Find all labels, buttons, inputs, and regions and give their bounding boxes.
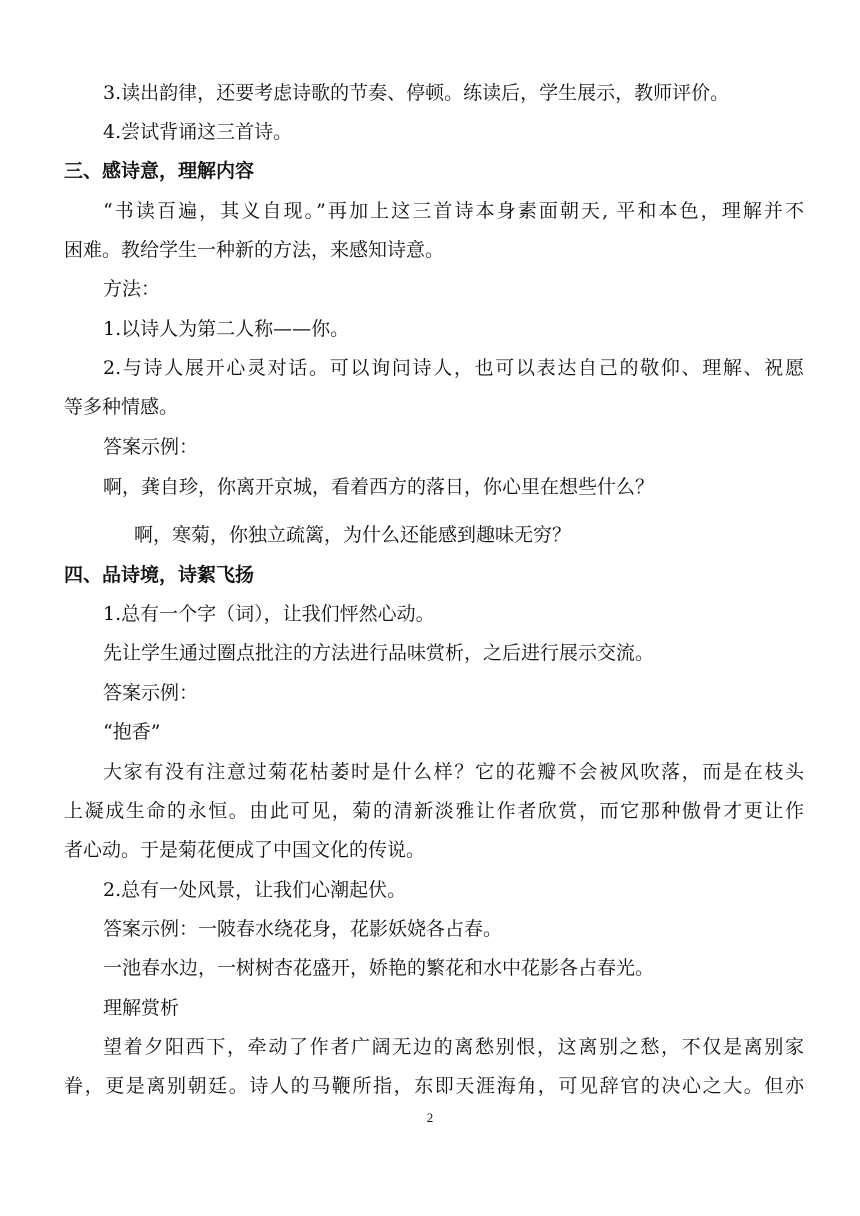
page-number: 2 [426, 1110, 434, 1125]
paragraph-step-4: 4.尝试背诵这三首诗。 [103, 121, 293, 143]
paragraph-item-2: 2.总有一处风景，让我们心潮起伏。 [103, 879, 407, 901]
paragraph-chrysanthemum-line-1: 大家有没有注意过菊花枯萎时是什么样？它的花瓣不会被风吹落，而是在枝头 [103, 761, 804, 783]
quoted-word: “抱香” [103, 721, 161, 743]
paragraph-item-1: 1.总有一个字（词），让我们怦然心动。 [103, 603, 435, 625]
section-heading-3: 三、感诗意，理解内容 [64, 160, 255, 182]
paragraph-intro-line-1: “书读百遍，其义自现。”再加上这三首诗本身素面朝天, 平和本色，理解并不 [103, 200, 804, 222]
paragraph-chrysanthemum-line-2: 上凝成生命的永恒。由此可见，菊的清新淡雅让作者欣赏，而它那种傲骨才更让作 [64, 800, 804, 822]
paragraph-step-3: 3.读出韵律，还要考虑诗歌的节奏、停顿。练读后，学生展示，教师评价。 [103, 82, 730, 104]
answer-example-3: 答案示例：一陂春水绕花身，花影妖娆各占春。 [103, 918, 503, 940]
answer-example-label: 答案示例： [103, 436, 199, 458]
paragraph-annotation: 先让学生通过圈点批注的方法进行品味赏析，之后进行展示交流。 [103, 642, 655, 664]
paragraph-intro-line-2: 困难。教给学生一种新的方法，来感知诗意。 [64, 239, 445, 261]
answer-example-1: 啊，龚自珍，你离开京城，看着西方的落日，你心里在想些什么？ [103, 476, 655, 498]
paragraph-chrysanthemum-line-3: 者心动。于是菊花便成了中国文化的传说。 [64, 839, 426, 861]
paragraph-sunset-line-1: 望着夕阳西下，牵动了作者广阔无边的离愁别恨，这离别之愁，不仅是离别家 [103, 1036, 804, 1058]
method-label: 方法： [103, 278, 161, 300]
answer-example-2: 啊，寒菊，你独立疏篱，为什么还能感到趣味无穷？ [134, 524, 572, 546]
paragraph-sunset-line-2: 眷，更是离别朝廷。诗人的马鞭所指，东即天涯海角，可见辞官的决心之大。但亦 [64, 1075, 804, 1097]
section-heading-4: 四、品诗境，诗絮飞扬 [64, 564, 255, 586]
paragraph-apricot: 一池春水边，一树树杏花盛开，娇艳的繁花和水中花影各占春光。 [103, 957, 655, 979]
method-item-2-line-2: 等多种情感。 [64, 396, 179, 418]
method-item-1: 1.以诗人为第二人称——你。 [103, 318, 350, 340]
method-item-2-line-1: 2.与诗人展开心灵对话。可以询问诗人，也可以表达自己的敬仰、理解、祝愿 [103, 357, 804, 379]
answer-example-label-2: 答案示例： [103, 682, 199, 704]
appreciation-label: 理解赏析 [103, 997, 180, 1019]
